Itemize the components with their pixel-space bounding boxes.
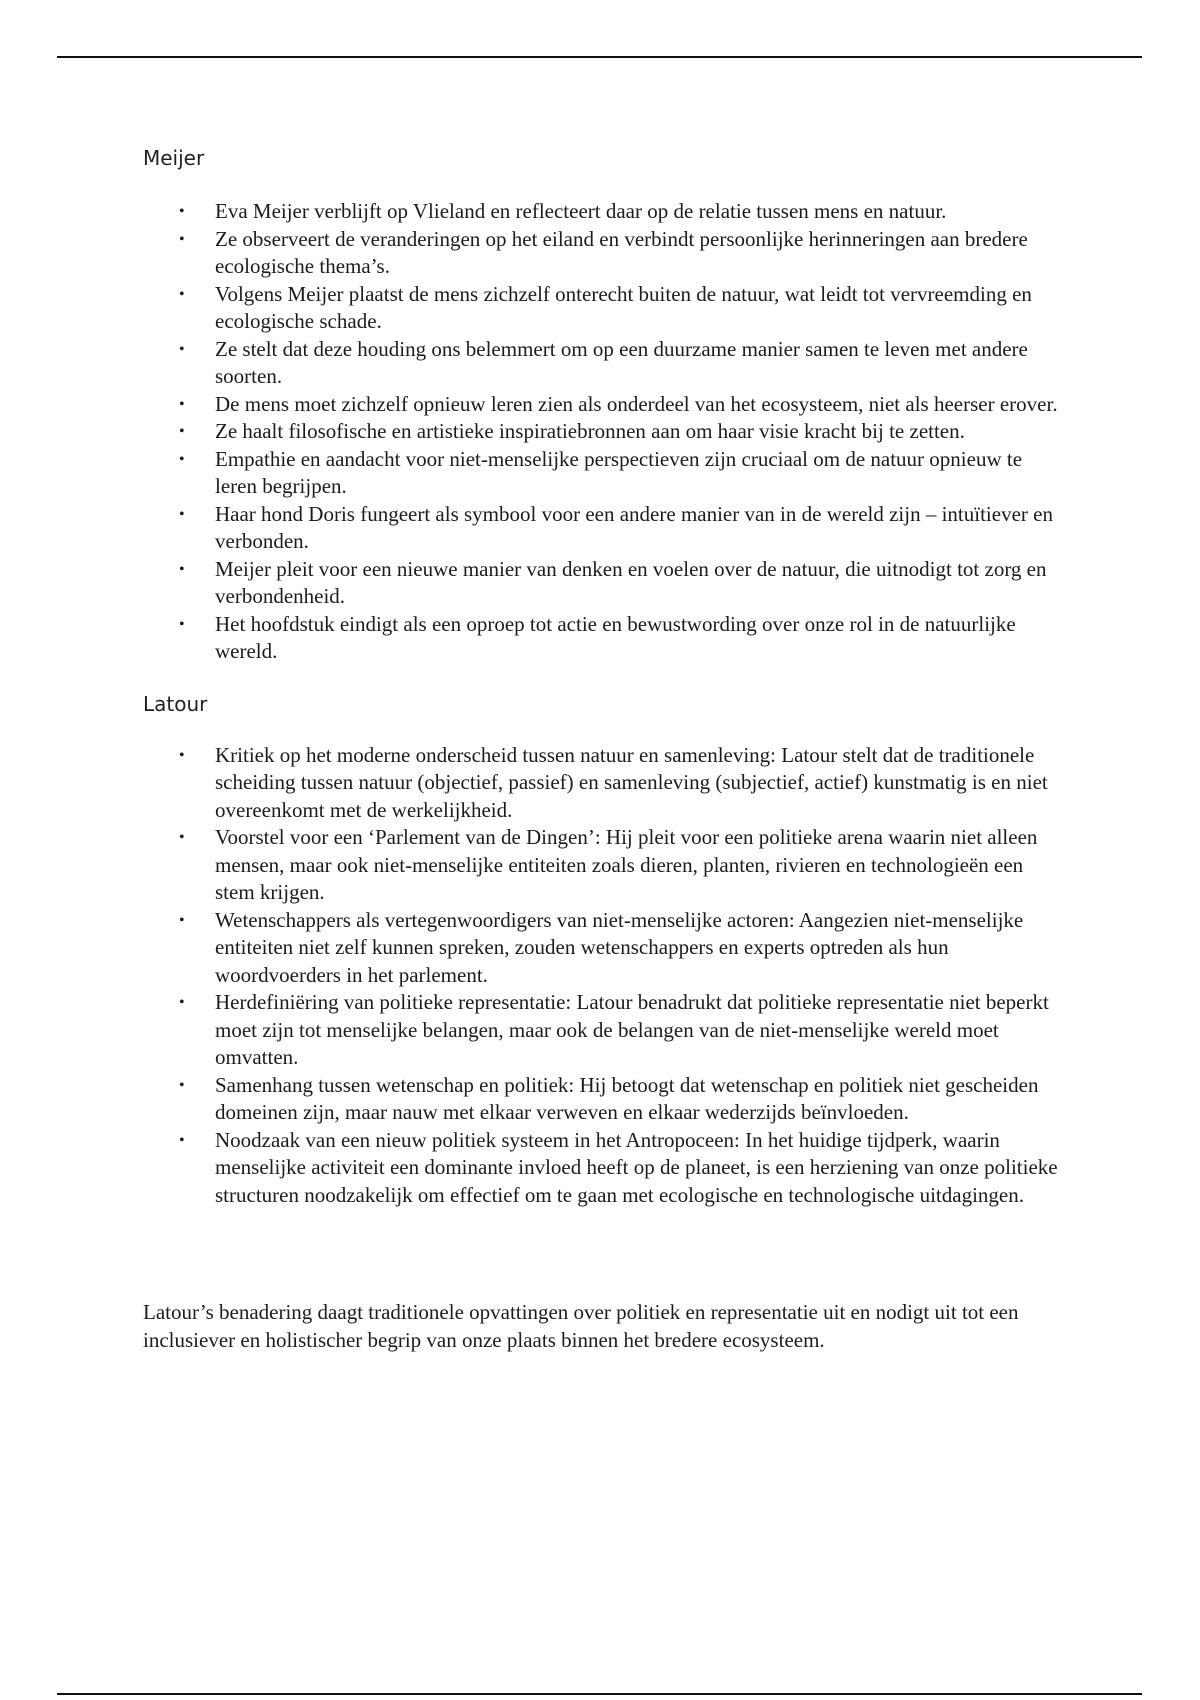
list-item-text: Ze haalt filosofische en artistieke inspiratiebronnen aan om haar visie kracht bij te zetten. — [215, 419, 965, 443]
bullet-icon: • — [179, 230, 185, 248]
meijer-bullet-list — [143, 198, 1063, 666]
list-item — [179, 824, 1063, 907]
list-item — [179, 556, 1063, 611]
bullet-icon: • — [179, 423, 185, 440]
list-item — [179, 391, 1063, 419]
bullet-icon: • — [179, 203, 185, 220]
list-item — [179, 336, 1063, 391]
list-item — [179, 1072, 1063, 1127]
list-item-text: Volgens Meijer plaatst de mens zichzelf onterecht buiten de natuur, wat leidt tot vervreemding en ecologische schade. — [215, 281, 1032, 333]
bullet-icon: • — [179, 829, 185, 846]
list-item — [179, 501, 1063, 556]
list-item — [179, 418, 1063, 446]
latour-bullet-list — [143, 742, 1063, 1210]
bullet-icon: • — [179, 505, 185, 523]
list-item — [179, 1127, 1063, 1210]
list-item-text: Empathie en aandacht voor niet-menselijke perspectieven zijn cruciaal om de natuur opnieuw te leren begrijpen. — [215, 446, 1023, 498]
list-item-text: De mens moet zichzelf opnieuw leren zien als onderdeel van het ecosysteem, niet als heerser erover. — [215, 391, 1058, 416]
bullet-icon: • — [179, 994, 185, 1011]
list-item-text: Samenhang tussen wetenschap en politiek: Hij betoogt dat wetenschap en politiek niet gescheiden domeinen zijn, maar nauw met elkaar verweven en elkaar wederzijds beïnvloeden. — [215, 1072, 1039, 1124]
list-item-text: Noodzaak van een nieuw politiek systeem in het Antropoceen: In het huidige tijdperk, waarin menselijke activiteit een dominante invloed heeft op de planeet, is een herziening van onze politieke structuren noodzakelijk om effectief om te gaan met ecologische en technologische uitdagingen. — [215, 1127, 1058, 1207]
bullet-icon: • — [179, 911, 185, 929]
list-item-text: Meijer pleit voor een nieuwe manier van denken en voelen over de natuur, die uitnodigt tot zorg en verbondenheid. — [215, 556, 1047, 608]
bullet-icon: • — [179, 450, 185, 468]
bullet-icon: • — [179, 746, 185, 764]
list-item-text: Wetenschappers als vertegenwoordigers van niet-menselijke actoren: Aangezien niet-menselijke entiteiten niet zelf kunnen spreken, zouden wetenschappers en experts optreden als hun woordvoerders in het parlement. — [215, 907, 1024, 987]
bottom-rule — [57, 1693, 1142, 1695]
list-item — [179, 226, 1063, 281]
list-item-text: Voorstel voor een ‘Parlement van de Dingen’: Hij pleit voor een politieke arena waarin niet alleen mensen, maar ook niet-menselijke entiteiten zoals dieren, planten, rivieren en technologieën een stem krijgen. — [215, 825, 1038, 904]
bullet-icon: • — [179, 1076, 185, 1094]
list-item-text: Eva Meijer verblijft op Vlieland en reflecteert daar op de relatie tussen mens en natuur. — [215, 199, 947, 223]
bullet-icon: • — [179, 560, 185, 578]
list-item — [179, 198, 1063, 226]
bullet-icon: • — [179, 615, 185, 633]
list-item — [179, 907, 1063, 990]
bullet-icon: • — [179, 1131, 185, 1149]
bullet-icon: • — [179, 395, 185, 413]
document-body — [143, 140, 1063, 1354]
list-item — [179, 742, 1063, 825]
conclusion-paragraph: Latour’s benadering daagt traditionele opvattingen over politiek en representatie uit en nodigt uit tot een inclusiever en holistischer begrip van onze plaats binnen het bredere ecosysteem. — [143, 1300, 1019, 1352]
list-item-text: Haar hond Doris fungeert als symbool voor een andere manier van in de wereld zijn – intuïtiever en verbonden. — [215, 501, 1053, 553]
list-item — [179, 989, 1063, 1072]
list-item — [179, 446, 1063, 501]
list-item-text: Het hoofdstuk eindigt als een oproep tot actie en bewustwording over onze rol in de natuurlijke wereld. — [215, 611, 1016, 663]
list-item-text: Ze stelt dat deze houding ons belemmert om op een duurzame manier samen te leven met andere soorten. — [215, 336, 1028, 388]
top-rule — [57, 56, 1142, 58]
bullet-icon: • — [179, 285, 185, 303]
list-item-text: Ze observeert de veranderingen op het eiland en verbindt persoonlijke herinneringen aan bredere ecologische thema’s. — [215, 226, 1028, 278]
list-item-text: Kritiek op het moderne onderscheid tussen natuur en samenleving: Latour stelt dat de traditionele scheiding tussen natuur (objectief, passief) en samenleving (subjectief, actief) kunstmatig is en niet overeenkomt met de werkelijkheid. — [215, 742, 1048, 822]
section-heading-meijer: Meijer — [143, 146, 205, 170]
list-item — [179, 281, 1063, 336]
list-item — [179, 611, 1063, 666]
bullet-icon: • — [179, 340, 185, 358]
list-item-text: Herdefiniëring van politieke representatie: Latour benadrukt dat politieke representatie niet beperkt moet zijn tot menselijke belangen, maar ook de belangen van de niet-menselijke wereld moet omvatten. — [215, 990, 1049, 1069]
section-heading-latour: Latour — [143, 691, 208, 716]
